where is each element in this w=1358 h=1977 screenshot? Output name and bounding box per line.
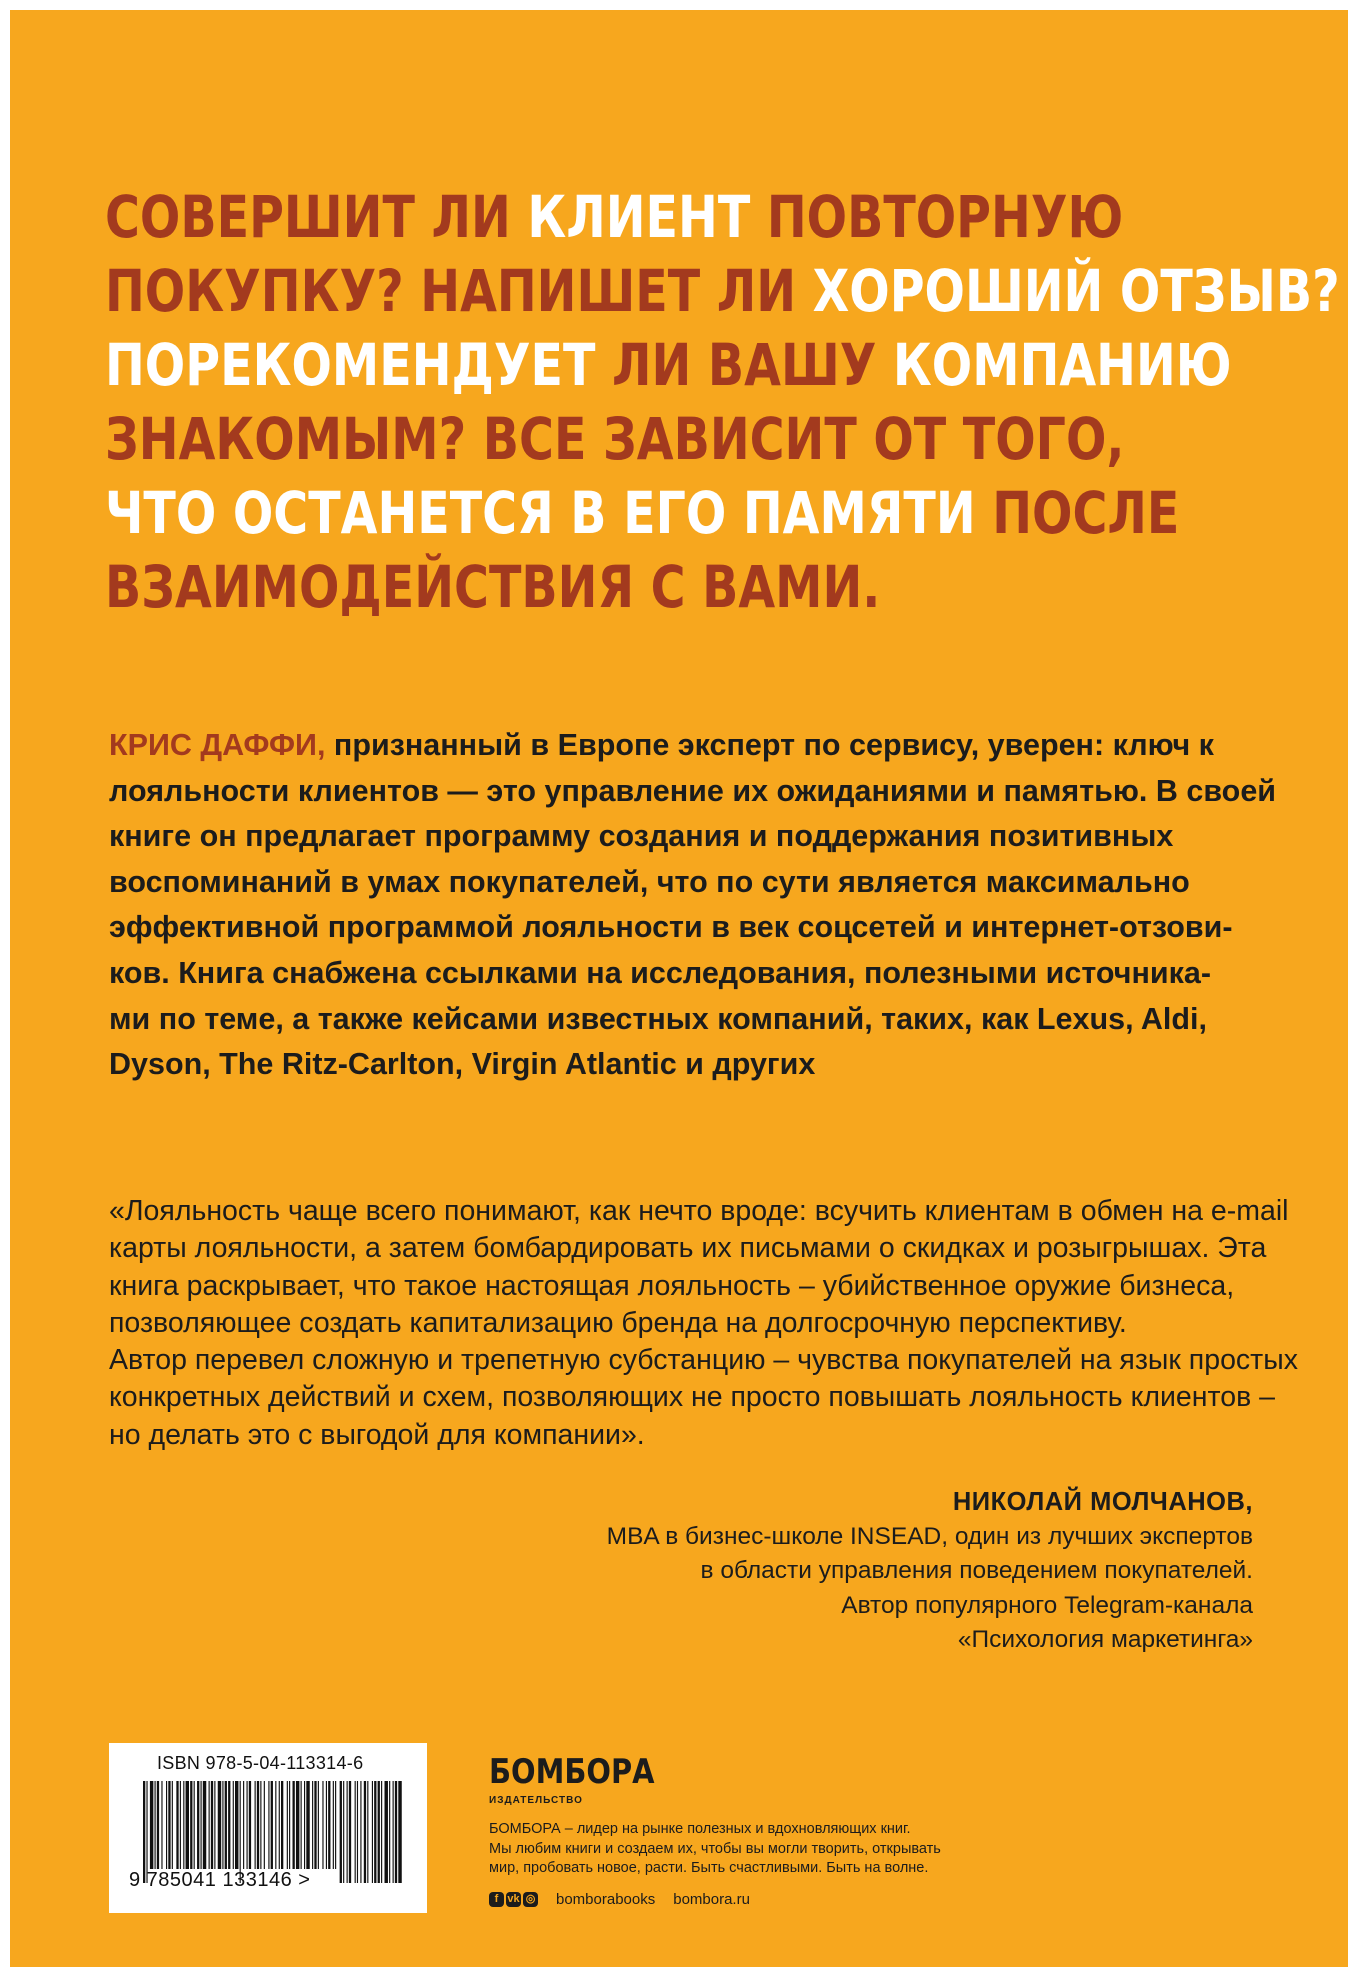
barcode-bar [225,1781,227,1869]
barcode-bar [349,1781,351,1883]
barcode-bar [314,1781,316,1869]
barcode-bar [306,1781,309,1869]
headline-segment: ПОСЛЕ [992,479,1180,547]
barcode-bar [378,1781,380,1883]
barcode-bar [183,1781,184,1869]
barcode-bars [143,1781,403,1883]
headline-line [105,254,1340,328]
social-handle[interactable]: bomborabooks [556,1890,656,1908]
barcode-bar [168,1781,170,1869]
website-link[interactable]: bombora.ru [673,1890,750,1908]
barcode-bar [293,1781,295,1869]
barcode-bar [301,1781,302,1869]
barcode-bar [146,1781,147,1883]
barcode-bar [233,1781,234,1869]
barcode-bar [389,1781,390,1883]
publisher-description-line: мир, пробовать новое, расти. Быть счастливыми. Быть на волне. [489,1860,929,1876]
barcode-bar [186,1781,189,1869]
about-line: лояльности клиентов — это управление их ожиданиями и памятью. В своей [109,773,1277,808]
barcode-bar [364,1781,366,1883]
headline-segment: ПОРЕКОМЕНДУЕТ [105,331,613,399]
barcode-bar [326,1781,327,1869]
barcode-bar [340,1781,342,1883]
reviewer-credential: MBA в бизнес-школе INSEAD, один из лучших экспертов [606,1522,1253,1550]
headline-segment: КОМПАНИЮ [892,331,1232,399]
publisher-description-line: Мы любим книги и создаем их, чтобы вы могли творить, открывать [489,1840,941,1857]
barcode-bar [214,1781,215,1869]
barcode-bar [222,1781,223,1869]
barcode-bar [240,1781,241,1883]
barcode-digits: 9 785041 133146 > [129,1869,311,1891]
reviewer-name: НИКОЛАЙ МОЛЧАНОВ, [952,1488,1253,1516]
quote-line: но делать это с выгодой для компании». [109,1418,645,1451]
barcode-bar [281,1781,283,1869]
barcode-bar [312,1781,313,1869]
headline-segment: ЗНАКОМЫМ? ВСЕ ЗАВИСИТ ОТ ТОГО, [105,405,1125,473]
barcode-bar [143,1781,145,1883]
barcode-bar [289,1781,290,1869]
barcode-bar [395,1781,397,1883]
reviewer-credential: «Психология маркетинга» [957,1626,1253,1653]
headline-line [105,328,1232,402]
barcode-bar [247,1781,248,1869]
barcode-bar [197,1781,199,1869]
headline-segment: ВЗАИМОДЕЙСТВИЯ С ВАМИ. [105,553,881,621]
barcode-bar [264,1781,265,1869]
reviewer-signature [253,1485,1253,1658]
headline-segment: ХОРОШИЙ ОТЗЫВ? [812,257,1340,325]
barcode-bar [218,1781,221,1869]
barcode-bar [268,1781,269,1869]
barcode-bar [157,1781,159,1869]
barcode-bar [355,1781,356,1883]
barcode-bar [260,1781,261,1869]
publisher-subtitle: ИЗДАТЕЛЬСТВО [489,1795,583,1806]
barcode-bar [343,1781,344,1883]
barcode-bar [235,1781,238,1869]
quote-line: позволяющее создать капитализацию бренда на долгосрочную перспективу. [109,1306,1127,1339]
barcode-bar [180,1781,181,1869]
barcode-bar [287,1781,288,1869]
about-line: воспоминаний в умах покупателей, что по сути является максимально [109,864,1190,899]
barcode-bar [161,1781,162,1869]
quote-line: Автор перевел сложную и трепетную субстанцию – чувства покупателей на язык простых [109,1344,1298,1377]
barcode-bar [271,1781,273,1869]
barcode-bar [374,1781,376,1883]
barcode-bar [335,1781,336,1869]
barcode-bar [249,1781,251,1869]
barcode-bar [357,1781,358,1883]
publisher-block [489,1752,1049,1908]
barcode-bar [243,1781,244,1869]
author-description [109,723,1277,1088]
headline-segment: ЛИ ВАШУ [612,331,893,399]
barcode-bar [385,1781,388,1883]
reviewer-credential: Автор популярного Telegram-канала [841,1591,1253,1619]
book-back-cover [10,10,1348,1967]
headline-segment: ПОКУПКУ? НАПИШЕТ ЛИ [105,257,813,325]
barcode-bar [190,1781,192,1869]
isbn-label: ISBN 978-5-04-113314-6 [157,1753,364,1773]
headline-line [105,476,1180,550]
quote-line: конкретных действий и схем, позволяющих не просто повышать лояльность клиентов – [109,1381,1275,1414]
barcode-bar [203,1781,206,1869]
author-name: КРИС ДАФФИ, [109,728,326,762]
barcode-bar [322,1781,323,1869]
barcode-bar [360,1781,361,1883]
headline-segment: СОВЕРШИТ ЛИ [105,183,528,251]
barcode-bar [367,1781,368,1883]
barcode-bar [155,1781,156,1869]
barcode-bar [398,1781,401,1883]
barcode-bar [255,1781,256,1869]
about-first-line: КРИС ДАФФИ, признанный в Европе эксперт по сервису, уверен: ключ к [109,728,1214,762]
barcode-bar [257,1781,259,1869]
barcode-bar [296,1781,299,1869]
publisher-logo: БОМБОРА [489,1752,655,1792]
barcode-bar [201,1781,202,1869]
about-line: ков. Книга снабжена ссылками на исследования, полезными источника- [109,955,1212,990]
about-line: Dyson, The Ritz-Carlton, Virgin Atlantic и других [109,1047,816,1082]
barcode-bar [176,1781,178,1869]
headline-line [105,180,1124,254]
barcode-bar [211,1781,213,1869]
barcode-bar [304,1781,305,1869]
social-icons [489,1892,538,1907]
barcode-bar [347,1781,348,1883]
barcode-bar [172,1781,173,1869]
publisher-social [489,1891,1049,1908]
barcode-bar [333,1781,334,1869]
barcode-bar [228,1781,230,1869]
about-line: ми по теме, а также кейсами известных компаний, таких, как Lexus, Aldi, [109,1001,1207,1036]
instagram-icon[interactable]: ◎ [523,1892,538,1907]
quote-line: карты лояльности, а затем бомбардировать их письмами о скидках и розыгрышах. Эта [109,1232,1267,1265]
vk-icon[interactable]: vk [507,1892,520,1905]
about-line: книге он предлагает программу создания и поддержания позитивных [109,819,1174,854]
barcode-bar [209,1781,210,1869]
quote-line: книга раскрывает, что такое настоящая лояльность – убийственное оружие бизнеса, [109,1269,1235,1302]
isbn-barcode [109,1743,427,1913]
barcode-bar [166,1781,167,1869]
headline-segment: ПОВТОРНУЮ [766,183,1124,251]
barcode-bar [381,1781,382,1883]
headline-line [105,402,1125,476]
publisher-description-line: БОМБОРА – лидер на рынке полезных и вдохновляющих книг. [489,1821,911,1837]
barcode-bar [393,1781,394,1883]
reviewer-credential: в области управления поведением покупателей. [700,1557,1253,1584]
barcode-bar [275,1781,276,1869]
about-line: эффективной программой лояльности в век соцсетей и интернет-отзови- [109,910,1233,945]
headline-line [105,550,1056,624]
headline-segment: КЛИЕНТ [527,183,767,251]
publisher-description [489,1820,1049,1879]
barcode-bar [194,1781,195,1869]
headline [105,180,1340,624]
facebook-icon[interactable]: f [489,1892,504,1907]
review-quote [109,1193,1298,1454]
quote-line: «Лояльность чаще всего понимают, как нечто вроде: всучить клиентам в обмен на e-mail [109,1195,1289,1227]
barcode-bar [372,1781,373,1883]
barcode-bar [150,1781,153,1869]
headline-segment: ЧТО ОСТАНЕТСЯ В ЕГО ПАМЯТИ [105,479,993,547]
barcode-bar [318,1781,319,1869]
barcode-bar [328,1781,330,1869]
barcode-bar [279,1781,280,1869]
